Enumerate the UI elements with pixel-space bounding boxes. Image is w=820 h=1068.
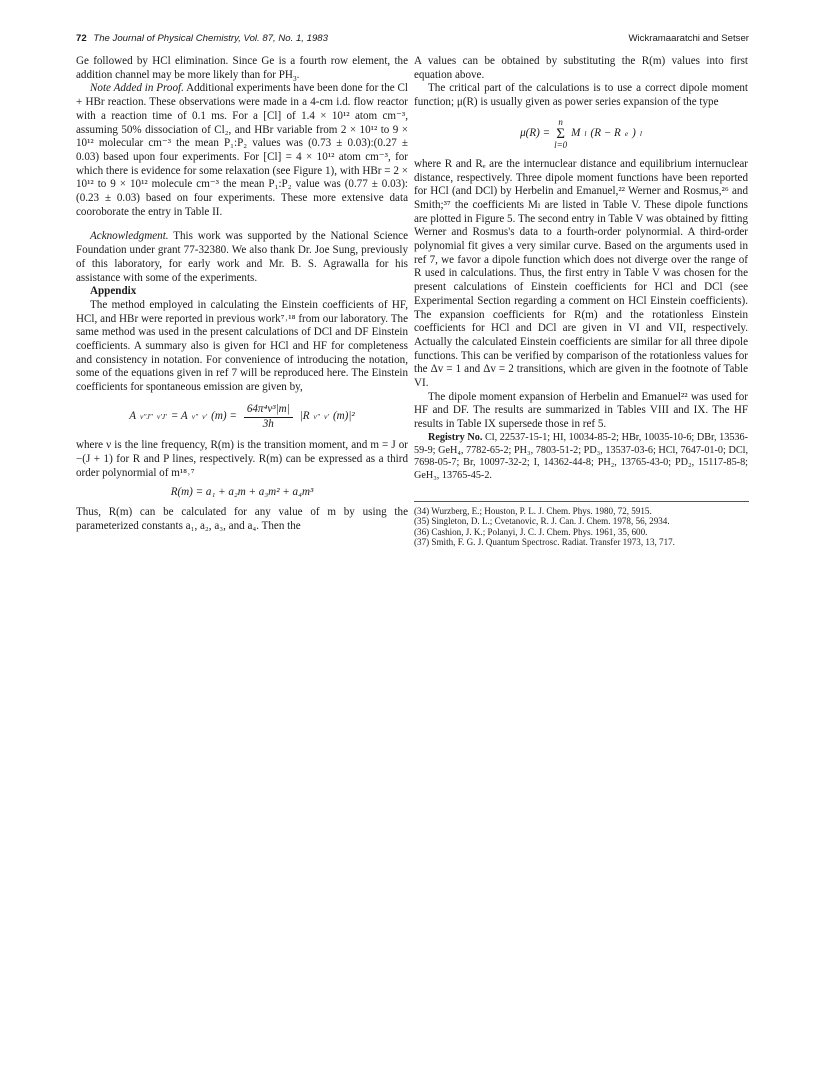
reference-item: (34) Wurzberg, E.; Houston, P. L. J. Chem. Phys. 1980, 72, 5915. (414, 506, 652, 517)
right-paragraph-4: The dipole moment expansion of Herbelin and Emanuel²² was used for HF and DF. The results are summarized in Tables VIII and IX. The HF results in Table IX supersede those in ref 5. (414, 390, 748, 431)
right-paragraph-3: where R and Rₑ are the internuclear distance and equilibrium internuclear distance, respectively. Three dipole moment functions have been reported for HCl (and DCl) by Herbelin and Emanuel,²² Werner and Rosmus,²⁶ and Smith;³⁷ the coefficients Mₗ are listed in Table V. These dipole functions are plotted in Figure 5. The second entry in Table V was obtained by fitting Werner and Rosmus's data to a fourth-order polynormial. A third-order polynomial fit gives a very similar curve. Based on the arguments used in ref 7, we favor a dipole function which does not diverge over the range of R used in calculations. Thus, the first entry in Table V was chosen for the present calculations of Einstein coefficients for HCl and DCl (see Experimental Section regarding a comment on HCl Einstein coefficients). The expansion coefficients for R(m) and the rotationless Einstein coefficients for HCl and DCl are given in VI and VII, respectively. Actually the calculated Einstein coefficients are similar for all three dipole functions. This can be verified by comparison of the rotationless values for the Δv = 1 and Δv = 2 transitions, which are given in the footnote of Table VI. (414, 157, 748, 390)
journal-title: The Journal of Physical Chemistry, Vol. 87, No. 1, 1983 (93, 33, 328, 44)
running-header (76, 33, 749, 47)
reference-item: (36) Cashion, J. K.; Polanyi, J. C. J. Chem. Phys. 1961, 35, 600. (414, 526, 648, 537)
right-paragraph-1: A values can be obtained by substituting the R(m) values into first equation above. (414, 55, 748, 81)
transition-moment-equation: R(m) = a₁ + a₂m + a₃m² + a₄m³ (170, 486, 314, 499)
right-column (414, 55, 748, 548)
dipole-moment-equation: μ(R) = n Σ l=0 M l (R − R e ) l (520, 116, 642, 150)
appendix-paragraph-3: Thus, R(m) can be calculated for any value of m by using the parameterized constants a₁, a₂, a₃, and a₄. Then the (76, 506, 408, 532)
registry-numbers: Registry No. Cl, 22537-15-1; HI, 10034-85-2; HBr, 10035-10-6; DBr, 13536-59-9; GeH₄, 7782-65-2; PH₃, 7803-51-2; PD₃, 13537-03-6; HCl, 7647-01-0; DCl, 7698-05-7; Br, 10097-32-2; I, 14362-44-8; PH₂, 13765-43-0; PD₂, 15117-85-8; GeH₃, 13765-45-2. (414, 431, 749, 482)
page-number: 72 (76, 33, 87, 44)
header-authors: Wickramaaratchi and Setser (628, 33, 749, 44)
appendix-paragraph-2: where ν is the line frequency, R(m) is the transition moment, and m = J or −(J + 1) for R and P lines, respectively. R(m) can be expressed as a third order polynormial of m¹⁸˒⁷ (76, 439, 408, 479)
left-column (76, 55, 408, 534)
header-left (76, 33, 328, 44)
note-added-in-proof: Note Added in Proof. Additional experiments have been done for the Cl + HBr reaction. These observations were made in a 4-cm i.d. flow reactor with a reaction time of 0.1 ms. For a [Cl] of 1.4 × 10¹² atom cm⁻³, assuming 50% dissociation of Cl₂, and HBr variable from 2 × 10¹² to 9 × 10¹² molecular cm⁻³ the mean P₁:P₂ values was (0.73 ± 0.03):(0.27 ± 0.03) based upon four experiments. For [Cl] = 4 × 10¹² atom cm⁻³, for which there is evidence for some relaxation (see Figure 1), with HBr = 2 × 10¹² to 9 × 10¹² molecule cm⁻³ the mean P₁:P₂ value was (0.77 ± 0.03):(0.23 ± 0.03) based on four experiments. These more extensive data cooroborate the entry in Table II. (76, 82, 408, 218)
acknowledgment: Acknowledgment. This work was supported by the National Science Foundation under grant 77-32380. We also thank Dr. Joe Sung, previously of this laboratory, for early work and Mr. B. S. Agrawalla for his assistance with some of the experiments. (76, 230, 408, 284)
summation-sign: n Σ l=0 (554, 116, 568, 150)
references-divider (414, 501, 749, 502)
reference-item: (37) Smith, F. G. J. Quantum Spectrosc. Radiat. Transfer 1973, 13, 717. (414, 537, 675, 548)
appendix-heading: Appendix (90, 285, 137, 298)
einstein-coefficient-equation: A v″J″ v′J′ = A v″ v′ (m) = $\frac{\text{64π⁴ν³|m|}}{3h}$ |R v″ v′ (m)|² (129, 402, 355, 430)
references-list (414, 506, 748, 548)
equation-fraction: $\frac{\text{64π⁴ν³|m|}}{3h}$ (244, 403, 293, 431)
paragraph-ge-elimination: Ge followed by HCl elimination. Since Ge is a fourth row element, the addition channel may be more likely than for $PH_3$. (76, 55, 408, 83)
right-paragraph-2: The critical part of the calculations is to use a correct dipole moment function; μ(R) is usually given as power series expansion of the type (414, 82, 748, 109)
appendix-paragraph-1: The method employed in calculating the Einstein coefficients of HF, HCl, and HBr were reported in previous work⁷˒¹⁸ from our laboratory. The same method was used in the present calculations of DCl and DF Einstein coefficients. A summary also is given for HCl and HF for completeness and consistency in notation. For convenience of introducing the notation, some of the equations given in ref 7 will be reproduced here. The Einstein coefficients for spontaneous emission are given by, (76, 298, 408, 394)
reference-item: (35) Singleton, D. L.; Cvetanovic, R. J. Can. J. Chem. 1978, 56, 2934. (414, 516, 670, 527)
